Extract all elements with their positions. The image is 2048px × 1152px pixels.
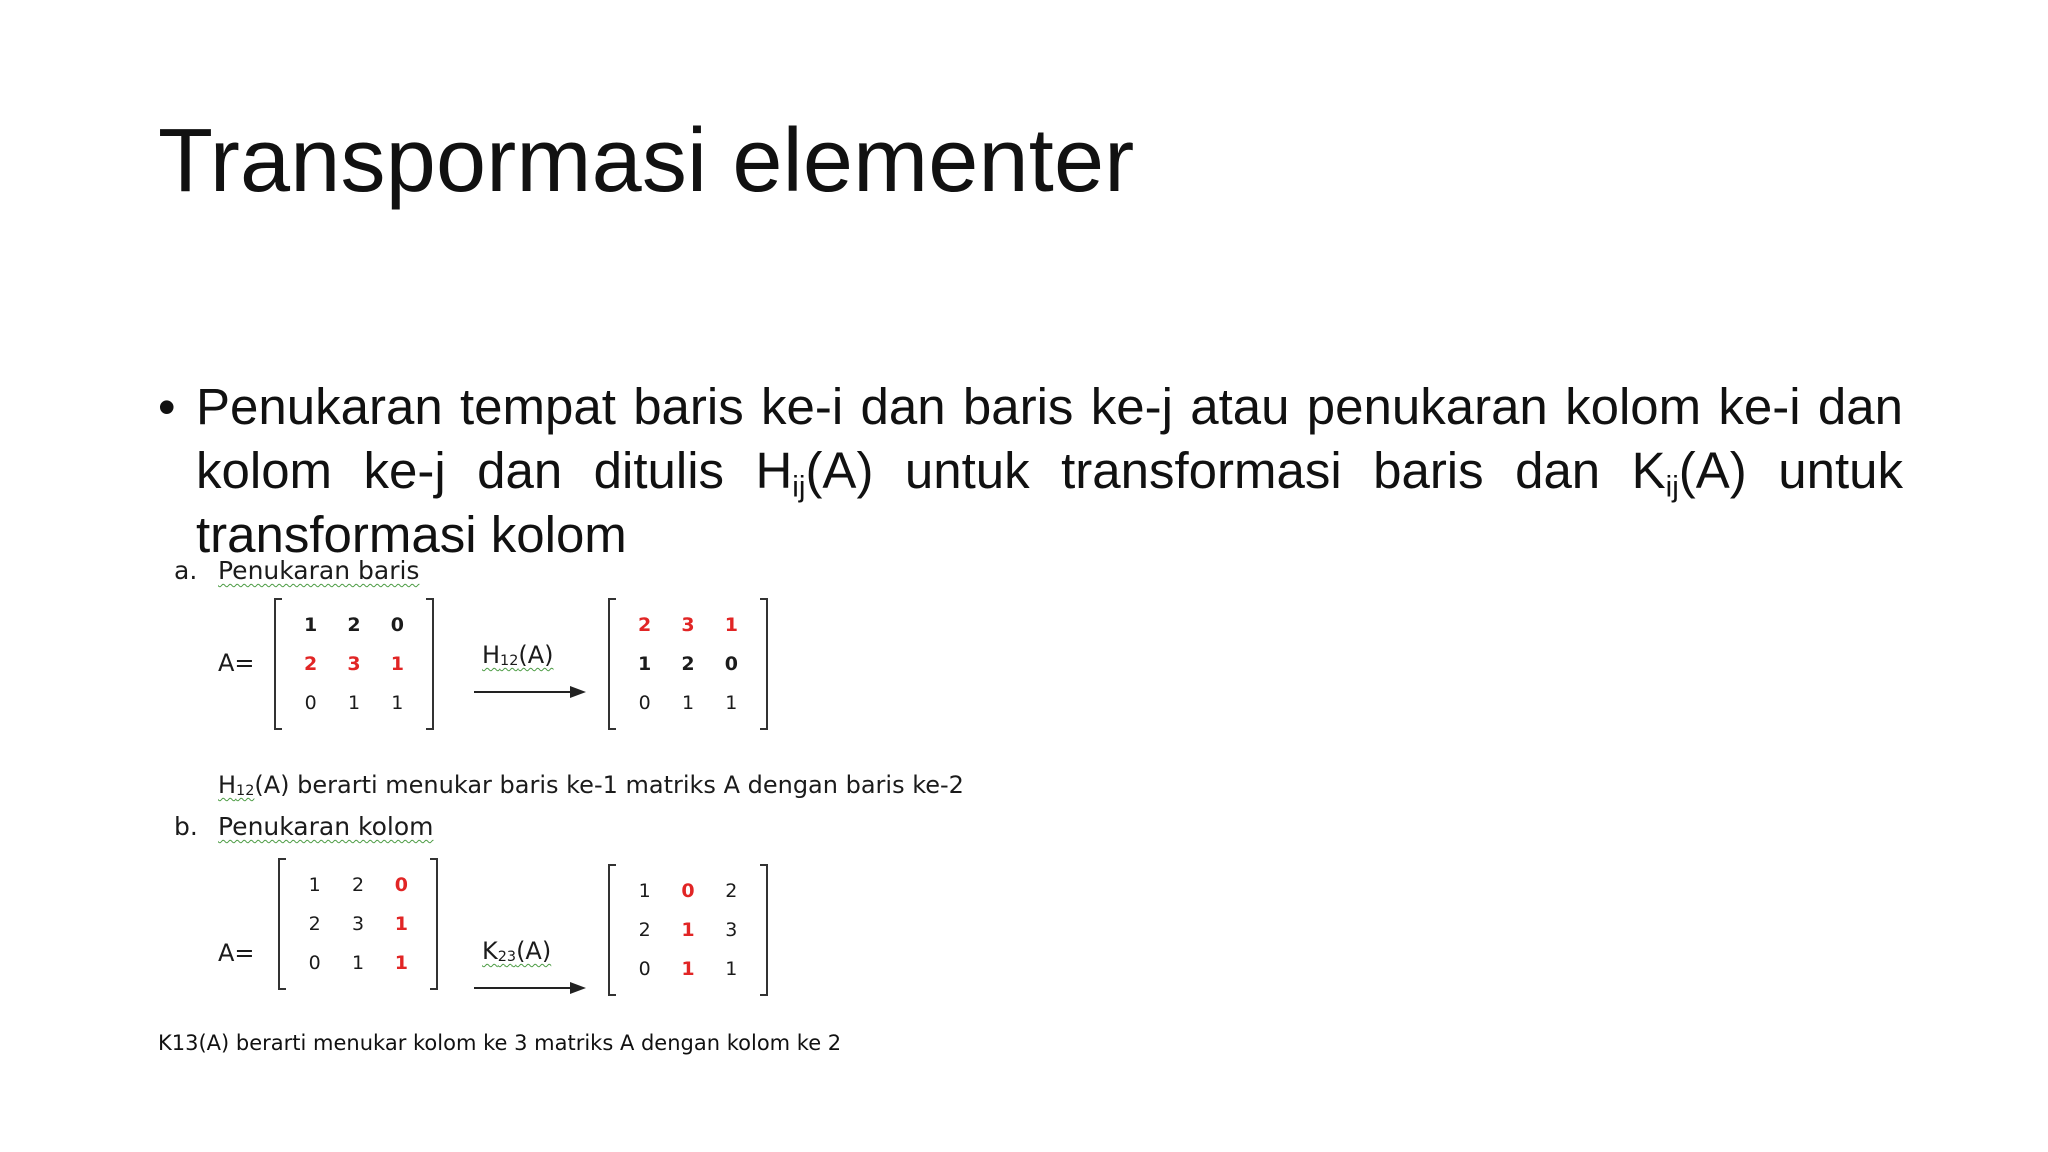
matrix-cell: 1 xyxy=(681,691,695,714)
matrix-cell: 1 xyxy=(394,951,408,974)
operation-suffix: (A) xyxy=(518,641,554,669)
footnote: K13(A) berarti menukar kolom ke 3 matriks A dengan kolom ke 2 xyxy=(158,1031,842,1055)
matrix-cell: 0 xyxy=(308,951,321,974)
matrix-right-bracket xyxy=(760,598,768,730)
bullet-text-part: (A) untuk transformasi kolom xyxy=(196,442,1903,563)
operation-suffix: (A) xyxy=(516,937,552,965)
matrix-a-before xyxy=(274,598,434,730)
matrix-cell: 2 xyxy=(638,614,652,637)
matrix-cell: 2 xyxy=(347,614,361,637)
example-a-letter: a. xyxy=(174,556,198,585)
main-bullet xyxy=(158,375,1903,567)
bullet-subscript: ij xyxy=(1665,470,1679,504)
operation-base: K xyxy=(482,937,498,965)
matrix-cell: 0 xyxy=(390,614,404,637)
bullet-symbol: • xyxy=(158,379,176,435)
matrix-cell: 3 xyxy=(351,912,365,935)
operation-subscript: 12 xyxy=(500,653,519,670)
bullet-text-part: (A) untuk transformasi baris dan K xyxy=(805,442,1666,499)
matrix-grid xyxy=(623,872,753,988)
matrix-cell: 2 xyxy=(681,652,695,675)
matrix-cell: 2 xyxy=(351,874,365,897)
matrix-b-before xyxy=(278,858,438,990)
arrow-head xyxy=(570,686,586,698)
matrix-cell: 1 xyxy=(351,951,365,974)
matrix-cell: 2 xyxy=(304,652,318,675)
matrix-cell: 3 xyxy=(725,918,738,941)
matrix-cell: 0 xyxy=(304,691,317,714)
example-block xyxy=(174,556,1074,1026)
right-arrow-icon xyxy=(474,980,586,996)
matrix-cell: 1 xyxy=(394,912,408,935)
example-a-description xyxy=(218,770,964,800)
operation-label-text xyxy=(482,937,551,965)
arrow-shaft xyxy=(474,987,572,989)
bullet-text xyxy=(196,375,1903,567)
matrix-cell: 0 xyxy=(394,874,408,897)
description-subscript: 12 xyxy=(236,783,255,800)
bullet-text-part: Penukaran tempat baris ke-i dan baris ke-j atau penukaran kolom ke-i dan kolom ke-j dan ditulis H xyxy=(196,378,1903,499)
example-b-title: Penukaran kolom xyxy=(218,812,434,841)
matrix-grid xyxy=(289,606,419,722)
operation-label-text xyxy=(482,641,554,669)
example-a-matrix-label: A= xyxy=(218,649,255,677)
operation-label-h12 xyxy=(482,640,554,670)
right-arrow-icon xyxy=(474,684,586,700)
matrix-cell: 2 xyxy=(308,912,321,935)
matrix-cell: 0 xyxy=(638,691,651,714)
example-a-title: Penukaran baris xyxy=(218,556,420,585)
matrix-cell: 3 xyxy=(681,614,695,637)
description-base: H xyxy=(218,771,237,799)
matrix-right-bracket xyxy=(430,858,438,990)
matrix-cell: 1 xyxy=(681,918,695,941)
matrix-left-bracket xyxy=(608,864,616,996)
description-op xyxy=(218,771,254,799)
matrix-cell: 0 xyxy=(638,957,651,980)
matrix-cell: 0 xyxy=(681,880,695,903)
slide-title: Transpormasi elementer xyxy=(158,111,1135,211)
matrix-cell: 1 xyxy=(391,691,404,714)
arrow-shaft xyxy=(474,691,572,693)
operation-base: H xyxy=(482,641,501,669)
example-b-matrix-label: A= xyxy=(218,939,255,967)
matrix-cell: 2 xyxy=(725,880,738,903)
matrix-grid xyxy=(293,866,423,982)
arrow-head xyxy=(570,982,586,994)
matrix-cell: 1 xyxy=(304,614,318,637)
description-text: (A) berarti menukar baris ke-1 matriks A dengan baris ke-2 xyxy=(254,771,964,799)
matrix-cell: 1 xyxy=(681,957,695,980)
matrix-left-bracket xyxy=(274,598,282,730)
example-b-letter: b. xyxy=(174,812,198,841)
matrix-cell: 1 xyxy=(308,874,321,897)
matrix-a-after xyxy=(608,598,768,730)
matrix-cell: 2 xyxy=(638,918,651,941)
matrix-right-bracket xyxy=(760,864,768,996)
matrix-grid xyxy=(623,606,753,722)
matrix-cell: 1 xyxy=(725,957,738,980)
matrix-right-bracket xyxy=(426,598,434,730)
operation-subscript: 23 xyxy=(497,949,517,966)
matrix-cell: 0 xyxy=(724,652,738,675)
example-b-label xyxy=(174,812,433,842)
example-a-label xyxy=(174,556,419,586)
matrix-b-after xyxy=(608,864,768,996)
matrix-cell: 1 xyxy=(725,691,738,714)
matrix-left-bracket xyxy=(278,858,286,990)
matrix-cell: 1 xyxy=(390,652,404,675)
matrix-cell: 1 xyxy=(638,652,652,675)
bullet-subscript: ij xyxy=(792,470,806,504)
matrix-cell: 3 xyxy=(347,652,361,675)
matrix-left-bracket xyxy=(608,598,616,730)
matrix-cell: 1 xyxy=(347,691,361,714)
matrix-cell: 1 xyxy=(638,880,651,903)
matrix-cell: 1 xyxy=(724,614,738,637)
operation-label-k23 xyxy=(482,936,551,966)
